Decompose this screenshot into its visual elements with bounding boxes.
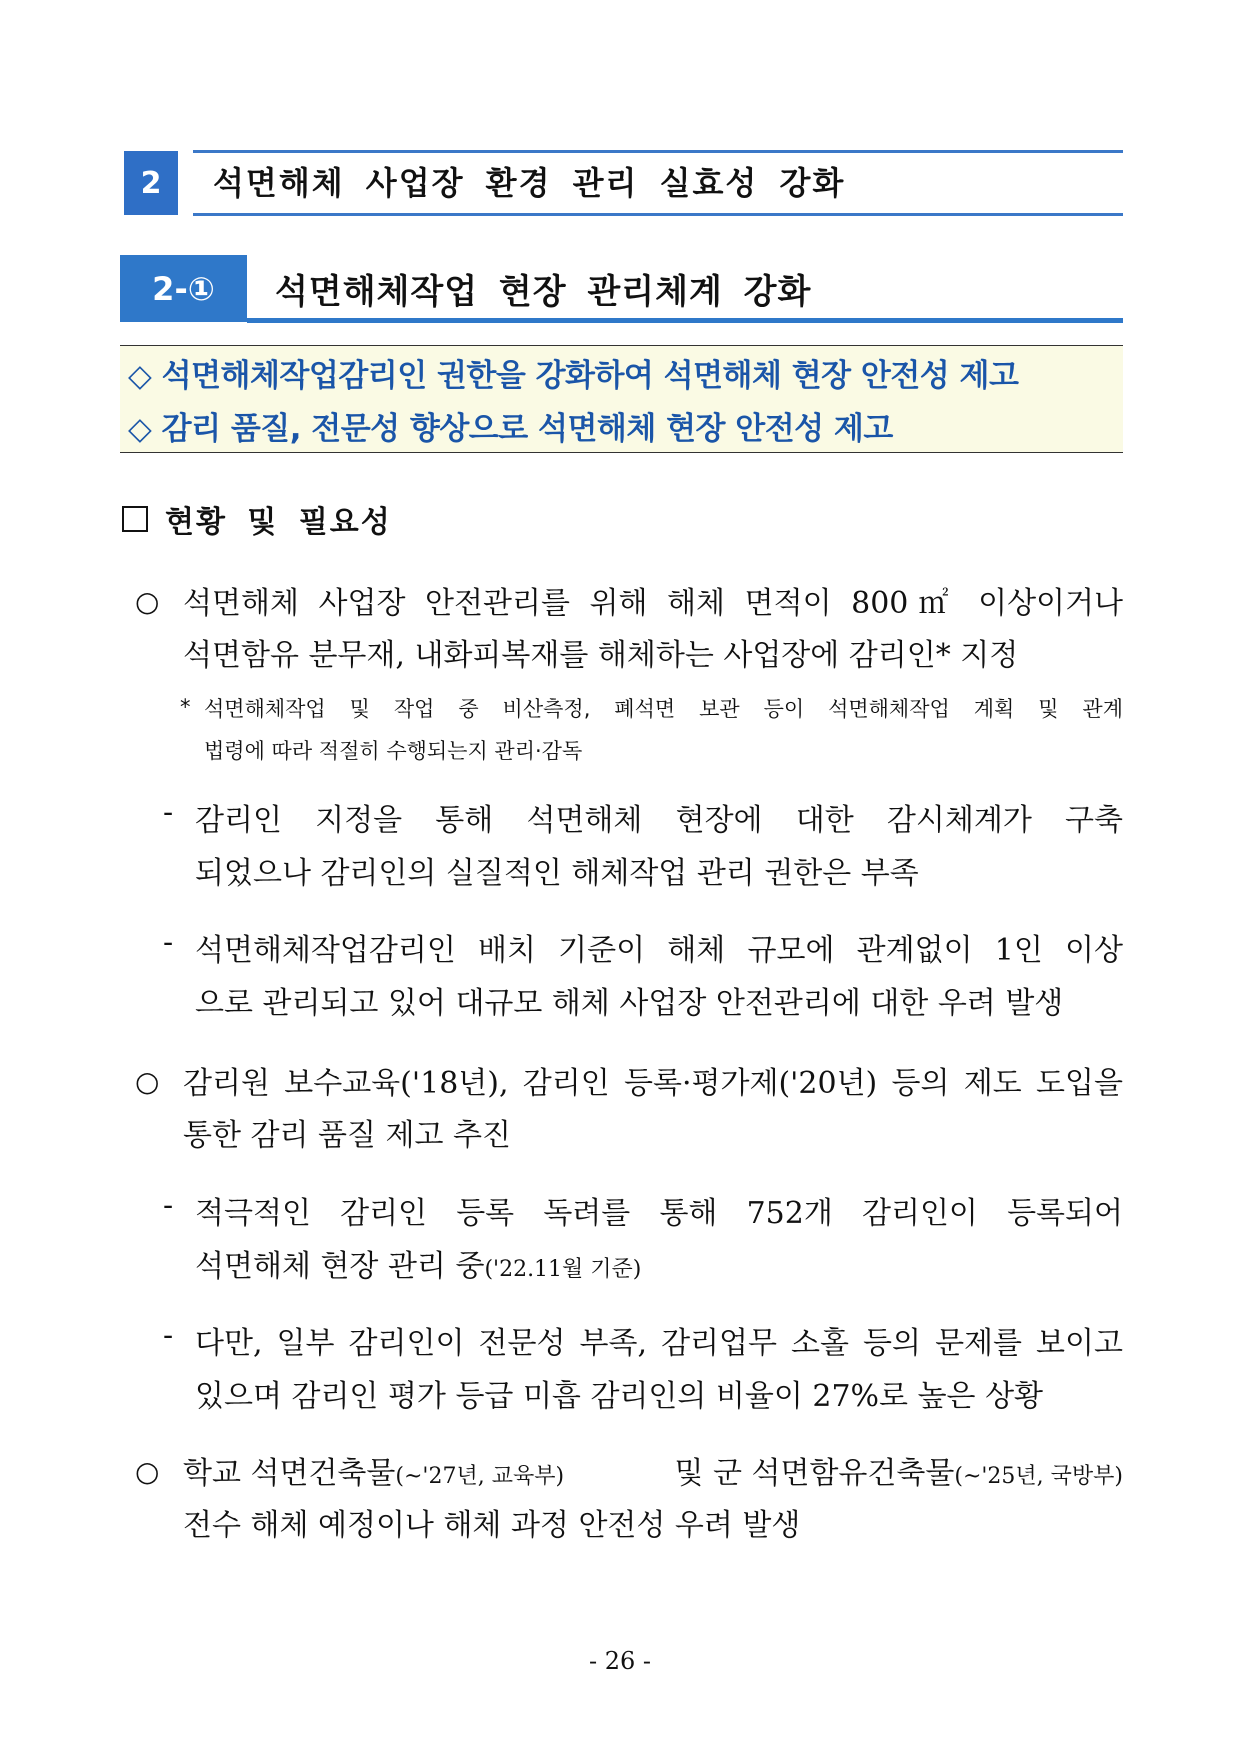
paragraph-line: 통한 감리 품질 제고 추진 [183, 1118, 511, 1153]
paragraph-text: 석면해체 현장 관리 중 [195, 1249, 485, 1284]
paragraph-line: 되었으나 감리인의 실질적인 해체작업 관리 권한은 부족 [195, 856, 919, 891]
date-note: (~'25년, 국방부) [954, 1464, 1123, 1489]
subsection-title: 석면해체작업 현장 관리체계 강화 [275, 272, 812, 312]
diamond-icon: ◇ [128, 358, 152, 394]
text-segment: 학교 석면건축물 [183, 1456, 396, 1491]
paragraph-text [674, 1448, 1123, 1492]
subsection-rule [247, 318, 1123, 323]
paragraph-line [195, 1241, 641, 1285]
paragraph-line: 있으며 감리인 평가 등급 미흡 감리인의 비율이 27%로 높은 상황 [195, 1379, 1044, 1414]
page-number: - 26 - [588, 1647, 651, 1675]
paragraph-line: 으로 관리되고 있어 대규모 해체 사업장 안전관리에 대한 우려 발생 [195, 986, 1064, 1021]
dash-bullet: - [163, 925, 174, 960]
subsection-number-badge: 2-① [120, 255, 247, 322]
summary-item [128, 350, 1018, 395]
dash-bullet: - [163, 1188, 174, 1223]
date-note: (~'27년, 교육부) [395, 1464, 565, 1489]
section-bottom-rule [193, 213, 1123, 216]
date-note: ('22.11월 기준) [484, 1257, 642, 1282]
circle-bullet-icon: ○ [135, 1455, 160, 1488]
circle-bullet-icon: ○ [135, 585, 160, 618]
section-title: 석면해체 사업장 환경 관리 실효성 강화 [213, 164, 846, 202]
section-number-badge: 2 [124, 151, 178, 215]
paragraph-line: 적극적인 감리인 등록 독려를 통해 752개 감리인이 등록되어 [195, 1196, 1123, 1231]
text-segment: 및 군 석면함유건축물 [674, 1456, 955, 1491]
dash-bullet: - [163, 1318, 174, 1353]
circle-bullet-icon: ○ [135, 1065, 160, 1098]
square-bullet-icon [122, 506, 148, 532]
paragraph-line: 석면함유 분무재, 내화피복재를 해체하는 사업장에 감리인* 지정 [183, 638, 1019, 673]
summary-item-text: 감리 품질, 전문성 향상으로 석면해체 현장 안전성 제고 [161, 411, 893, 447]
section-heading: 현황 및 필요성 [165, 505, 392, 540]
summary-item-text: 석면해체작업감리인 권한을 강화하여 석면해체 현장 안전성 제고 [161, 358, 1019, 394]
paragraph-line: 감리원 보수교육('18년), 감리인 등록·평가제('20년) 등의 제도 도입을 [183, 1066, 1123, 1101]
paragraph-line: 다만, 일부 감리인이 전문성 부족, 감리업무 소홀 등의 문제를 보이고 [195, 1326, 1123, 1361]
footnote-marker: * [180, 695, 191, 719]
paragraph-line: 석면해체작업감리인 배치 기준이 해체 규모에 관계없이 1인 이상 [195, 933, 1123, 968]
dash-bullet: - [163, 795, 174, 830]
paragraph-line [183, 1448, 1123, 1492]
footnote-line: 법령에 따라 적절히 수행되는지 관리·감독 [204, 739, 583, 763]
paragraph-text [183, 1448, 564, 1492]
paragraph-line: 석면해체 사업장 안전관리를 위해 해체 면적이 800㎡ 이상이거나 [183, 586, 1123, 621]
summary-item [128, 403, 893, 448]
paragraph-line: 전수 해체 예정이나 해체 과정 안전성 우려 발생 [183, 1508, 801, 1543]
paragraph-line: 감리인 지정을 통해 석면해체 현장에 대한 감시체계가 구축 [195, 803, 1123, 838]
footnote-line: 석면해체작업 및 작업 중 비산측정, 폐석면 보관 등이 석면해체작업 계획 및 관계 [204, 697, 1123, 721]
section-top-rule [193, 150, 1123, 153]
diamond-icon: ◇ [128, 411, 152, 447]
